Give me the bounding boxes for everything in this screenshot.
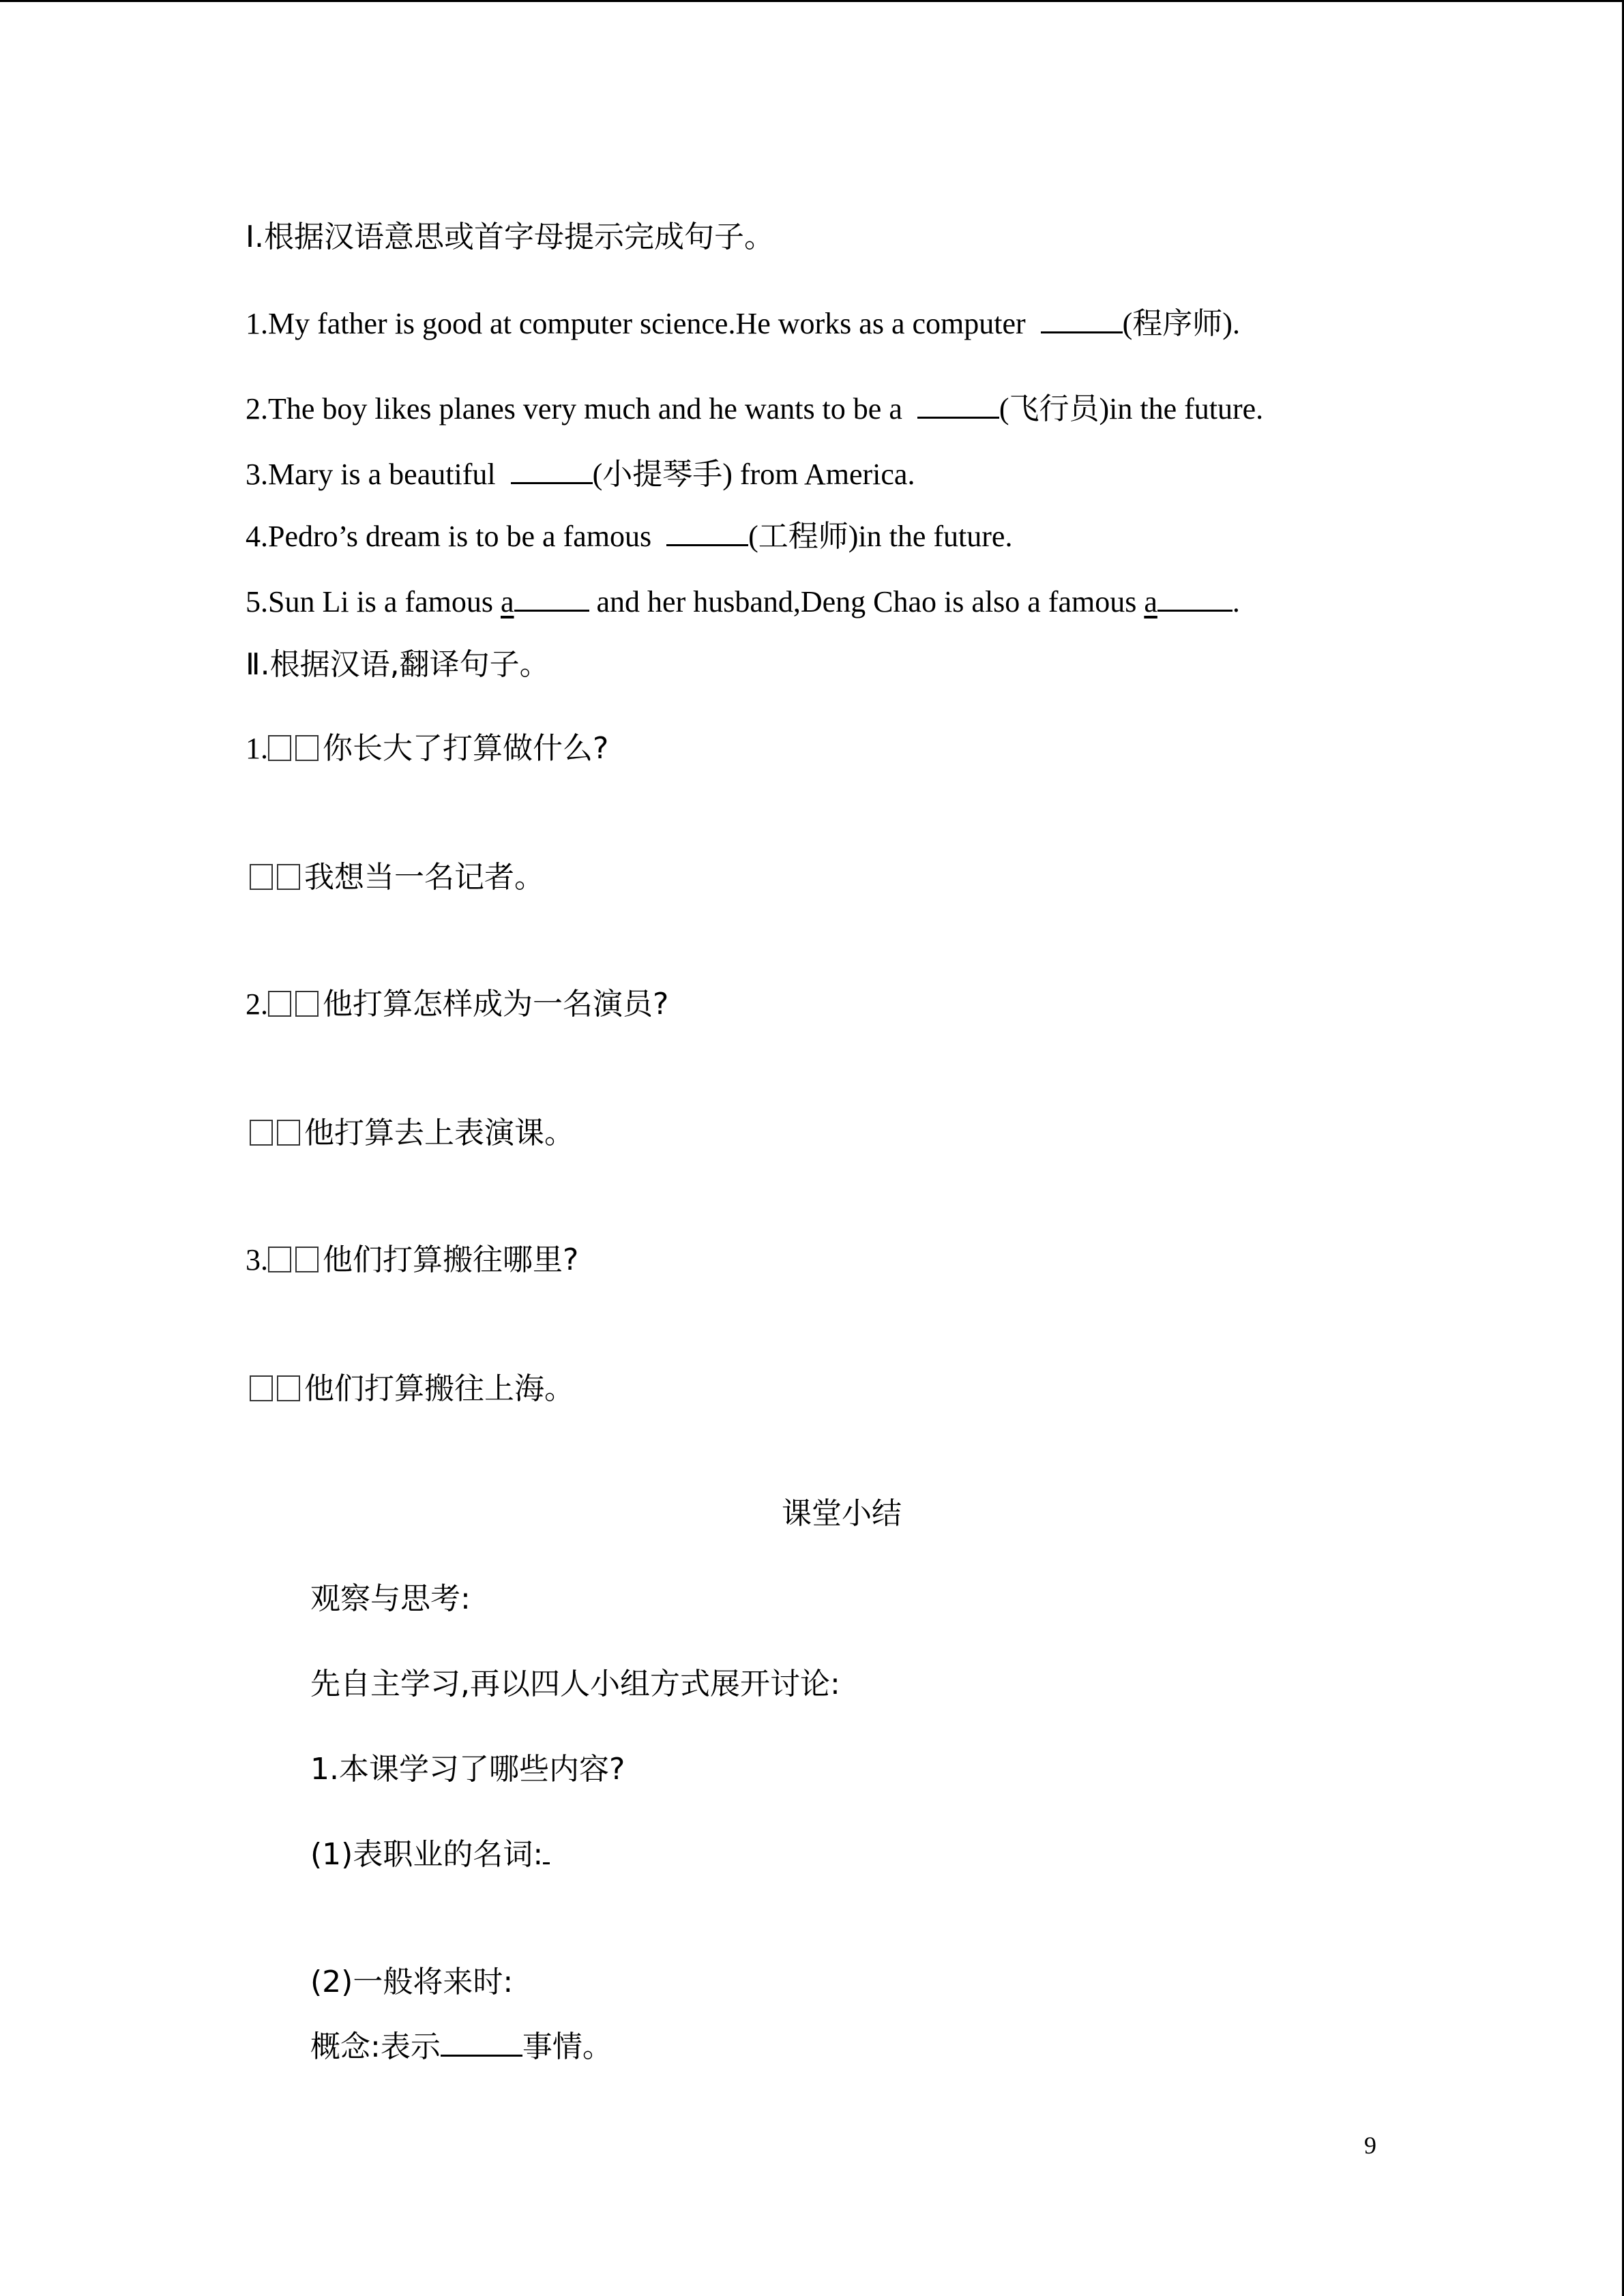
translation-item-4 [250, 1113, 574, 1154]
checkbox-placeholder [295, 735, 319, 761]
checkbox-placeholder [268, 1247, 291, 1272]
question-3-text: 3.Mary is a beautiful [246, 458, 503, 491]
question-4-hint: (工程师)in the future. [748, 520, 1013, 553]
summary-sub-1 [310, 1834, 550, 1875]
answer-blank-1[interactable] [1041, 307, 1123, 333]
summary-heading: 课堂小结 [782, 1496, 902, 1531]
checkbox-placeholder [277, 1375, 300, 1401]
summary-concept [310, 2027, 612, 2068]
section1-title: Ⅰ.根据汉语意思或首字母提示完成句子。 [246, 220, 774, 254]
translation-item-3-number: 2. [246, 987, 268, 1021]
section2-title: Ⅱ.根据汉语,翻译句子。 [246, 647, 550, 682]
translation-item-6-text: 他们打算搬往上海。 [304, 1371, 574, 1406]
answer-blank-3[interactable] [511, 458, 593, 484]
answer-blank-5a-line[interactable] [514, 585, 589, 612]
question-5 [246, 582, 1240, 623]
answer-blank-5a[interactable]: a [500, 585, 514, 618]
translation-item-2 [250, 857, 544, 898]
summary-concept-after: 事情。 [522, 2029, 612, 2064]
summary-question-1 [310, 1749, 625, 1790]
summary-observe: 观察与思考: [310, 1581, 471, 1616]
checkbox-placeholder [295, 991, 319, 1017]
checkbox-placeholder [277, 864, 300, 890]
checkbox-placeholder [250, 1375, 273, 1401]
question-3 [246, 454, 915, 495]
checkbox-placeholder [250, 1120, 273, 1146]
summary-instruction: 先自主学习,再以四人小组方式展开讨论: [310, 1667, 840, 1701]
translation-item-4-text: 他打算去上表演课。 [304, 1116, 574, 1150]
translation-item-3 [246, 984, 668, 1025]
translation-item-1-number: 1. [246, 732, 268, 765]
translation-item-5-number: 3. [246, 1243, 268, 1277]
translation-item-5-text: 他们打算搬往哪里? [323, 1242, 579, 1277]
question-2-hint: (飞行员)in the future. [999, 392, 1264, 426]
question-5-end: . [1232, 585, 1240, 618]
checkbox-placeholder [295, 1247, 319, 1272]
checkbox-placeholder [268, 991, 291, 1017]
answer-blank-concept[interactable] [441, 2030, 522, 2057]
checkbox-placeholder [277, 1120, 300, 1146]
question-4 [246, 516, 1012, 557]
translation-item-2-text: 我想当一名记者。 [304, 860, 544, 895]
answer-blank-4[interactable] [666, 520, 748, 546]
translation-item-6 [250, 1369, 574, 1410]
checkbox-placeholder [268, 735, 291, 761]
question-5-text: 5.Sun Li is a famous [246, 585, 501, 618]
checkbox-placeholder [250, 864, 273, 890]
question-5-middle: and her husband,Deng Chao is also a famous [589, 585, 1145, 618]
page-number: 9 [1364, 2132, 1376, 2159]
summary-sub-2-text: (2)一般将来时: [310, 1965, 514, 1999]
summary-question-1-text: 1.本课学习了哪些内容? [310, 1752, 625, 1787]
answer-blank-nouns[interactable] [543, 1838, 550, 1864]
answer-blank-5b-line[interactable] [1157, 585, 1232, 612]
question-4-text: 4.Pedro’s dream is to be a famous [246, 520, 660, 553]
question-1-hint: (程序师). [1122, 307, 1240, 340]
question-2 [246, 389, 1263, 430]
question-1-text: 1.My father is good at computer science.He works as a computer [246, 307, 1033, 340]
question-3-hint: (小提琴手) from America. [592, 458, 915, 491]
question-1 [246, 303, 1240, 344]
translation-item-1-text: 你长大了打算做什么? [323, 731, 609, 766]
summary-concept-before: 概念:表示 [310, 2029, 441, 2064]
question-2-text: 2.The boy likes planes very much and he wants to be a [246, 392, 910, 426]
translation-item-5 [246, 1240, 578, 1281]
top-border [0, 0, 1624, 2]
translation-item-1 [246, 728, 608, 769]
translation-item-3-text: 他打算怎样成为一名演员? [323, 987, 669, 1022]
answer-blank-2[interactable] [917, 392, 999, 419]
summary-sub-2 [310, 1962, 513, 2003]
answer-blank-5b[interactable]: a [1144, 585, 1157, 618]
summary-sub-1-text: (1)表职业的名词: [310, 1837, 544, 1872]
